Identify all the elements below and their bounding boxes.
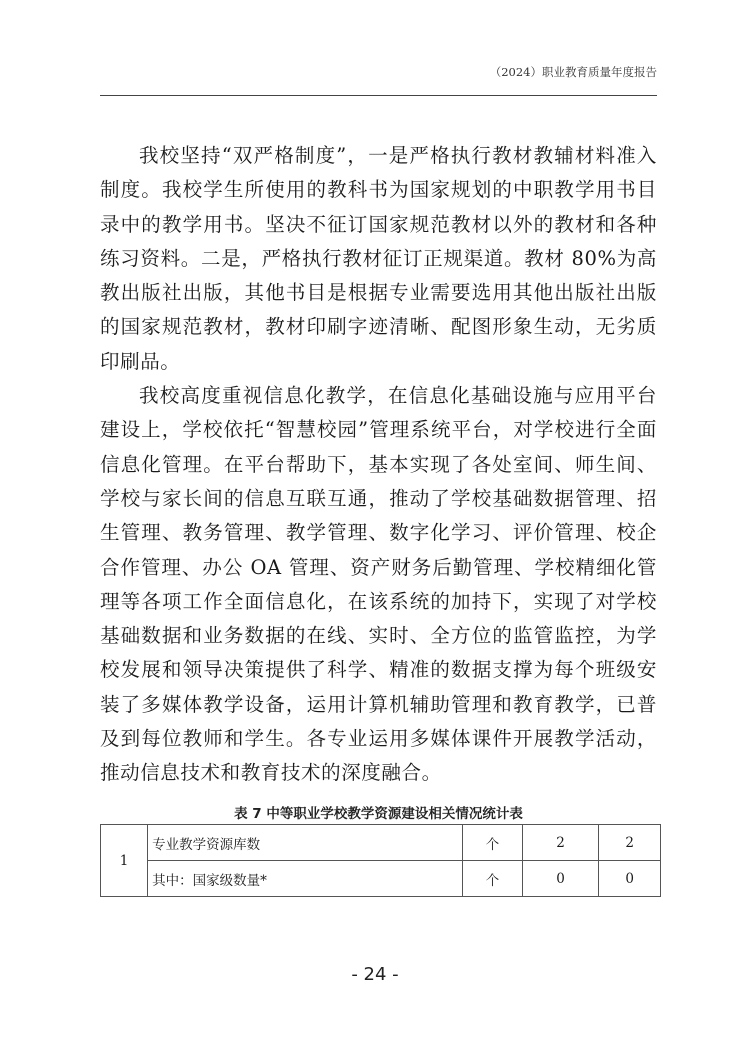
value-cell-1: 2 <box>522 825 598 861</box>
header-divider <box>100 95 657 96</box>
item-name-cell: 专业教学资源库数 <box>148 825 463 861</box>
item-name-cell: 其中：国家级数量* <box>148 861 463 897</box>
unit-cell: 个 <box>463 861 523 897</box>
paragraph-informatization: 我校高度重视信息化教学，在信息化基础设施与应用平台建设上，学校依托“智慧校园”管理系统平台，对学校进行全面信息化管理。在平台帮助下，基本实现了各处室间、师生间、学校与家长间的信息互联互通，推动了学校基础数据管理、招生管理、教务管理、教学管理、数字化学习、评价管理、校企合作管理、办公 OA 管理、资产财务后勤管理、学校精细化管理等各项工作全面信息化，在该系统的加持下，实现了对学校基础数据和业务数据的在线、实时、全方位的监管监控，为学校发展和领导决策提供了科学、精准的数据支撑为每个班级安装了多媒体教学设备，运用计算机辅助管理和教育教学，已普及到每位教师和学生。各专业运用多媒体课件开展教学活动，推动信息技术和教育技术的深度融合。 <box>100 384 657 785</box>
unit-cell: 个 <box>463 825 523 861</box>
report-header-title: （2024）职业教育质量年度报告 <box>489 65 657 79</box>
body-text <box>100 139 657 791</box>
value-cell-1: 0 <box>522 861 598 897</box>
table-caption: 表 7 中等职业学校教学资源建设相关情况统计表 <box>234 806 523 822</box>
row-number-cell: 1 <box>101 825 148 897</box>
table-row <box>101 825 661 861</box>
value-cell-2: 0 <box>599 861 661 897</box>
paragraph-textbook-policy: 我校坚持“双严格制度”，一是严格执行教材教辅材料准入制度。我校学生所使用的教科书为国家规划的中职教学用书目录中的教学用书。坚决不征订国家规范教材以外的教材和各种练习资料。二是，严格执行教材征订正规渠道。教材 80%为高教出版社出版，其他书目是根据专业需要选用其他出版社出版的国家规范教材，教材印刷字迹清晰、配图形象生动，无劣质印刷品。 <box>100 144 657 373</box>
value-cell-2: 2 <box>599 825 661 861</box>
resource-stats-table <box>100 824 661 897</box>
table-row <box>101 861 661 897</box>
page-number: - 24 - <box>351 964 399 985</box>
